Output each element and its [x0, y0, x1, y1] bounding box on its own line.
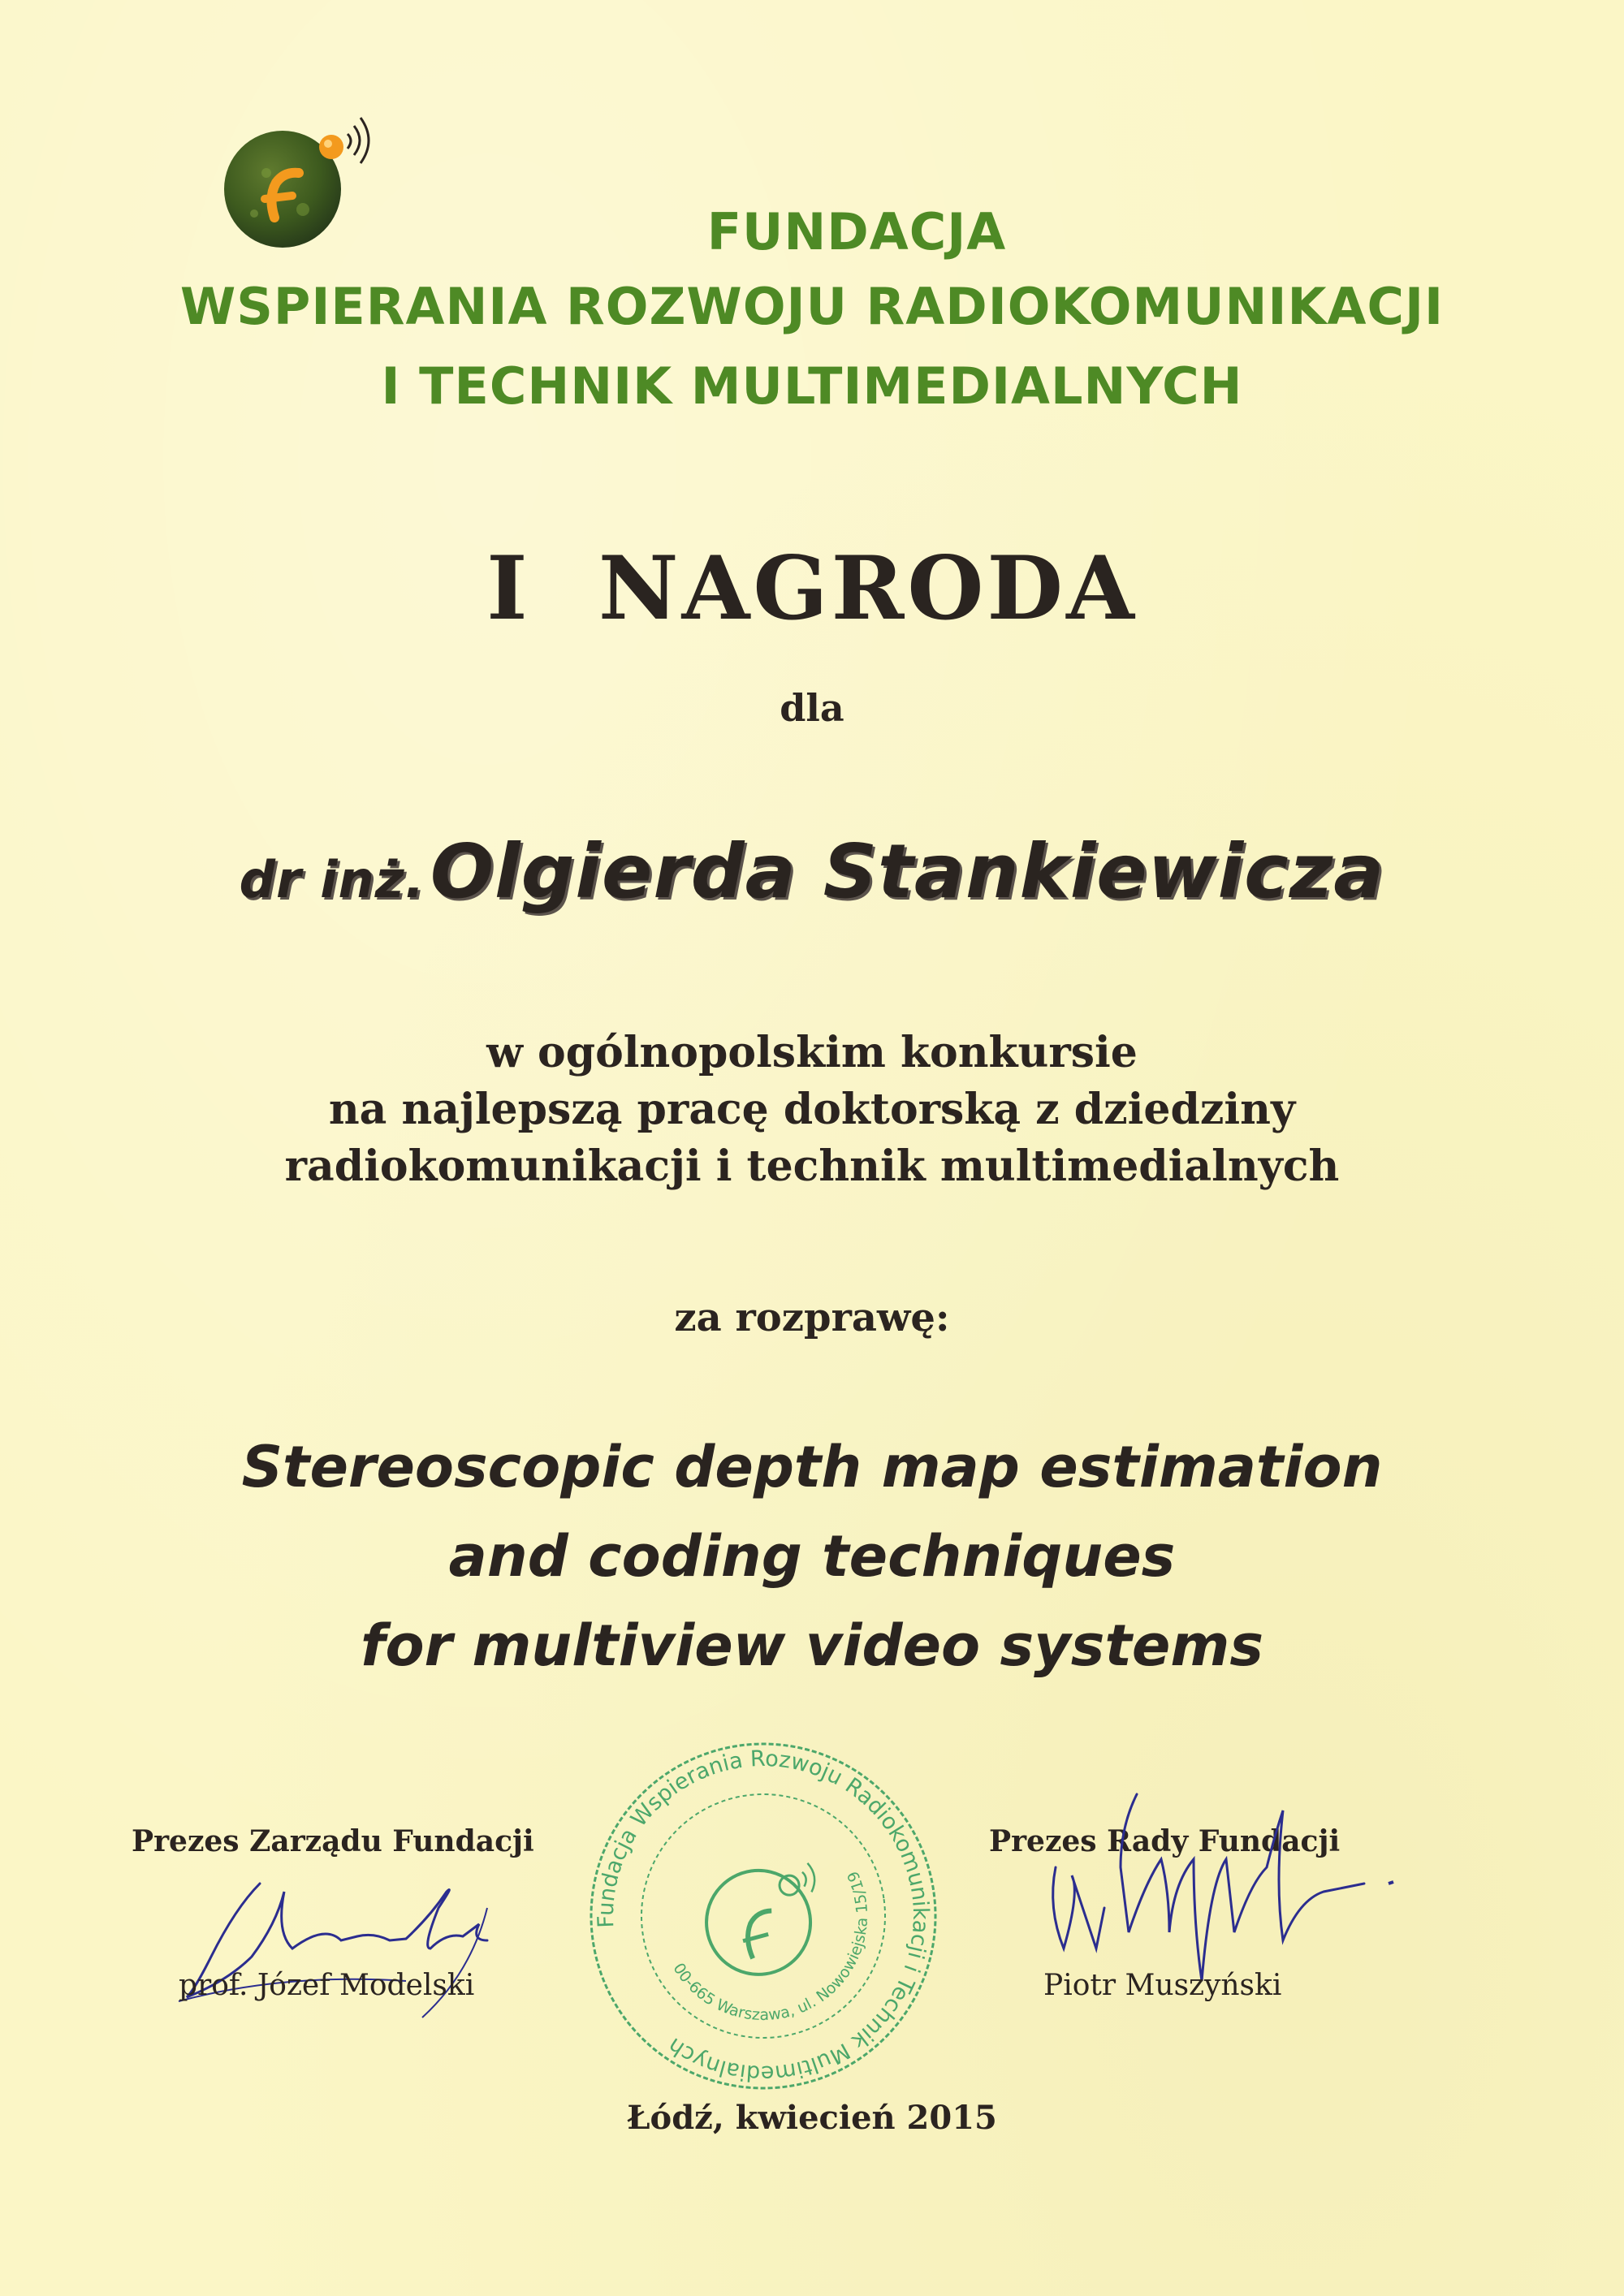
for-dissertation-label: za rozprawę:: [674, 1295, 950, 1340]
award-title: I NAGRODA: [486, 537, 1138, 640]
recipient-name: Olgierda Stankiewicza: [430, 828, 1385, 915]
thesis-title-line-2: and coding techniques: [448, 1523, 1176, 1590]
foundation-name-line-3: I TECHNIK MULTIMEDIALNYCH: [381, 356, 1243, 416]
left-signatory-name: prof. Józef Modelski: [179, 1969, 475, 2002]
award-for-label: dla: [780, 686, 844, 730]
foundation-name-line-1: FUNDACJA: [706, 202, 1007, 261]
description-line-1: w ogólnopolskim konkursie: [486, 1028, 1138, 1077]
description-line-2: na najlepszą pracę doktorską z dziedziny: [328, 1085, 1296, 1134]
recipient-degree: dr inż.: [239, 850, 425, 909]
left-signatory-title: Prezes Zarządu Fundacji: [132, 1824, 534, 1858]
place-and-date: Łódź, kwiecień 2015: [627, 2099, 997, 2137]
stamp-inner-text: 00-665 Warszawa, ul. Nowowiejska 15/19: [669, 1868, 872, 2025]
foundation-name-line-2: WSPIERANIA ROZWOJU RADIOKOMUNIKACJI: [179, 277, 1445, 336]
thesis-title-line-3: for multiview video systems: [361, 1612, 1263, 1679]
recipient: [0, 828, 1624, 915]
right-signatory-name: Piotr Muszyński: [1043, 1969, 1282, 2002]
description-line-3: radiokomunikacji i technik multimedialnych: [284, 1142, 1340, 1191]
thesis-title-line-1: Stereoscopic depth map estimation: [241, 1434, 1383, 1500]
right-signatory-title: Prezes Rady Fundacji: [989, 1824, 1341, 1858]
foundation-stamp-icon: [581, 1733, 946, 2099]
stamp-outer-text: Fundacja Wspierania Rozwoju Radiokomunikacji i Technik Multimedialnych: [593, 1746, 934, 2087]
